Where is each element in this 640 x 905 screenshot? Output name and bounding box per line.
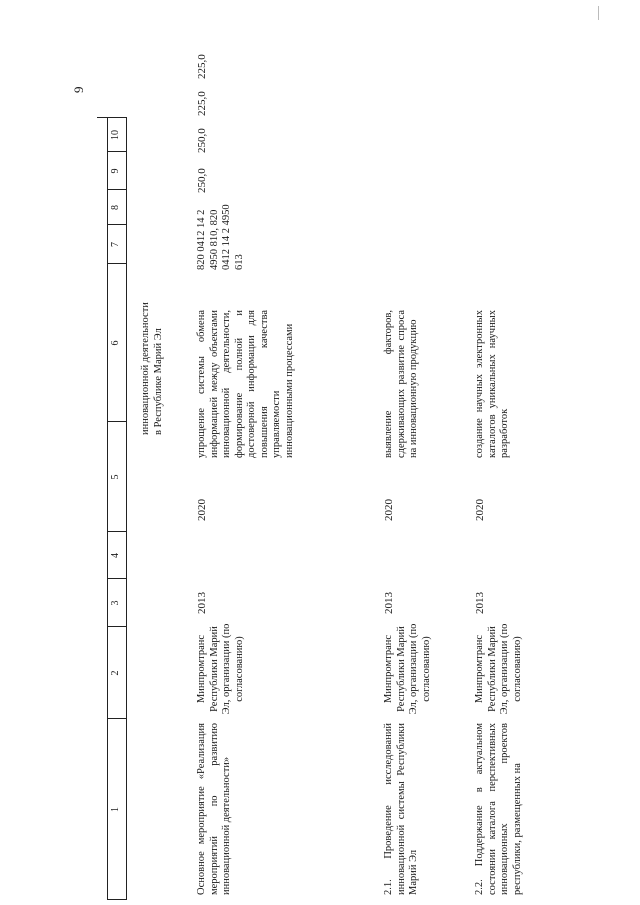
column-header-9: 9 xyxy=(110,168,121,174)
column-header-3: 3 xyxy=(110,600,121,606)
column-header-10: 10 xyxy=(110,130,121,140)
continuation-result: инновационной деятельности в Республике Марий Эл xyxy=(140,302,164,435)
column-header-6: 6 xyxy=(110,340,121,346)
column-header-8: 8 xyxy=(110,205,121,210)
table-header-top-rule xyxy=(107,118,108,900)
column-header-7: 7 xyxy=(110,242,121,247)
row-end-year: 2020 xyxy=(474,499,486,521)
row-executor: Минпромтранс Республики Марий Эл, организации (по согласованию) xyxy=(196,623,245,715)
row-start-year: 2013 xyxy=(196,592,208,614)
row-executor: Минпромтранс Республики Марий Эл, организации (по согласованию) xyxy=(474,623,523,715)
row-end-year: 2020 xyxy=(196,499,208,521)
row-result: упрощение системы обмена информацией между объектами инновационной деятельности, формирование полной и достоверной информации для повышения качества управляемости инновационными процессами xyxy=(196,310,295,458)
row-result: создание научных электронных каталогов уникальных научных разработок xyxy=(474,310,510,458)
row-activity: 2.2. Поддержание в актуальном состоянии каталога перспективных инновационных проектов республики, размещенных на xyxy=(474,723,523,895)
row-budget-code: 820 0412 14 2 4950 810, 820 0412 14 2 4950 613 xyxy=(196,204,245,270)
scan-mark xyxy=(598,6,599,20)
row-result: выявление факторов, сдерживающих развитие спроса на инновационную продукцию xyxy=(383,310,419,458)
row-start-year: 2013 xyxy=(474,592,486,614)
row-value-7: 250,0 xyxy=(196,168,208,193)
row-executor: Минпромтранс Республики Марий Эл, организации (по согласованию) xyxy=(383,623,432,715)
table-header-bottom-rule xyxy=(126,118,127,900)
row-end-year: 2020 xyxy=(383,499,395,521)
column-header-1: 1 xyxy=(110,807,121,812)
row-activity: Основное мероприятие «Реализация мероприятий по развитию инновационной деятельности» xyxy=(196,723,232,895)
page-number: 9 xyxy=(71,86,86,93)
column-header-2: 2 xyxy=(110,670,121,676)
row-value-8: 250,0 xyxy=(196,128,208,153)
row-activity: 2.1. Проведение исследований инновационной системы Республики Марий Эл xyxy=(383,723,419,895)
row-value-10: 225,0 xyxy=(196,54,208,79)
row-value-9: 225,0 xyxy=(196,91,208,116)
column-header-4: 4 xyxy=(110,553,121,558)
column-header-5: 5 xyxy=(110,474,121,480)
row-start-year: 2013 xyxy=(383,592,395,614)
